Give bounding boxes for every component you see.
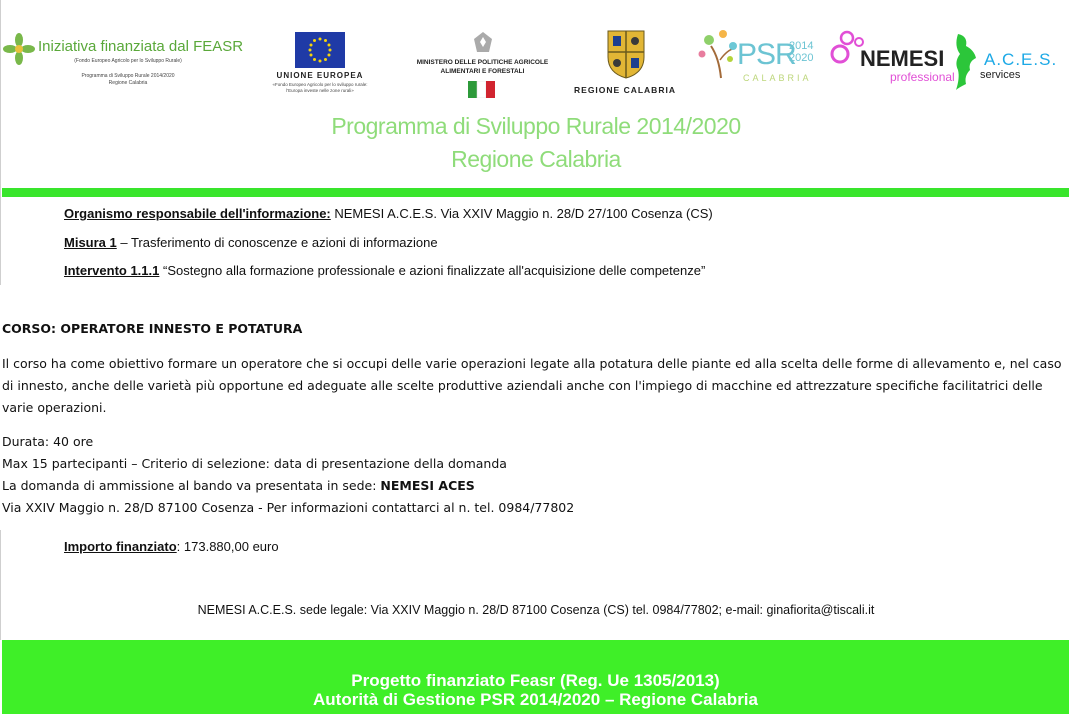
calabria-map-icon xyxy=(952,32,982,92)
info-organismo xyxy=(64,206,713,221)
band-line2: Autorità di Gestione PSR 2014/2020 – Regione Calabria xyxy=(313,690,758,709)
misura-value: – Trasferimento di conoscenze e azioni di informazione xyxy=(116,235,438,250)
regione-name: REGIONE CALABRIA xyxy=(574,85,676,95)
legal-footer: NEMESI A.C.E.S. sede legale: Via XXIV Maggio n. 28/D 87100 Cosenza (CS) tel. 0984/77802; e-mail: ginafiorita@tiscali.it xyxy=(197,603,875,617)
psr-tree-icon xyxy=(697,28,739,80)
info-misura xyxy=(64,235,438,250)
funding xyxy=(64,539,279,554)
psr-logo xyxy=(697,28,822,90)
feasr-logo xyxy=(2,30,244,90)
feasr-sub1: (Fondo Europeo Agricolo per lo Sviluppo Rurale) xyxy=(74,58,182,64)
eu-motto1: «Fondo Europeo Agricolo per lo sviluppo rurale: xyxy=(272,82,368,87)
funding-label: Importo finanziato xyxy=(64,539,177,554)
course-description: Il corso ha come obiettivo formare un operatore che si occupi delle varie operazioni legate alla potatura delle piante ed alla scelta delle forme di allevamento e, nel caso di innesto, anche delle varietà più opportune ed adeguate alle scelte produttive aziendali anche con l'impiego di macchine ed attrezzature specifiche facilitatrici delle varie operazioni. xyxy=(2,356,1062,415)
nemesi-professional: professional xyxy=(890,70,955,84)
course-title: CORSO: OPERATORE INNESTO E POTATURA xyxy=(2,321,303,336)
intervento-label: Intervento 1.1.1 xyxy=(64,263,160,278)
regione-calabria-logo xyxy=(565,25,685,100)
feasr-title: Iniziativa finanziata dal FEASR xyxy=(38,38,244,55)
psr-text: PSR xyxy=(737,38,796,71)
aces-name: A.C.E.S. xyxy=(984,50,1058,69)
green-divider xyxy=(2,188,1069,197)
left-border-bottom xyxy=(0,530,1,640)
eu-motto2: l'Europa investe nelle zone rurali» xyxy=(286,88,354,93)
psr-region: CALABRIA xyxy=(743,73,812,83)
nemesi-logo xyxy=(830,30,1070,92)
calabria-crest-icon xyxy=(605,27,647,79)
course-duration: Durata: 40 ore xyxy=(2,434,94,449)
ministry-line2: ALIMENTARI E FORESTALI xyxy=(440,68,525,75)
italy-emblem-icon xyxy=(472,30,494,56)
course-application xyxy=(2,475,475,497)
left-border-top xyxy=(0,0,1,285)
feasr-sub2: Programma di Sviluppo Rurale 2014/2020 xyxy=(81,73,175,79)
nemesi-name: NEMESI xyxy=(860,46,945,71)
course-address: Via XXIV Maggio n. 28/D 87100 Cosenza - Per informazioni contattarci al n. tel. 0984/77802 xyxy=(2,500,575,515)
program-title: Programma di Sviluppo Rurale 2014/2020 xyxy=(331,113,741,139)
eu-name: UNIONE EUROPEA xyxy=(276,71,364,80)
ministry-logo xyxy=(395,30,570,100)
band-line1: Progetto finanziato Feasr (Reg. Ue 1305/2013) xyxy=(351,671,720,690)
feasr-sub3: Regione Calabria xyxy=(108,80,148,86)
funding-value: : 173.880,00 euro xyxy=(176,539,279,554)
eu-logo xyxy=(250,30,390,95)
course-participants: Max 15 partecipanti – Criterio di selezione: data di presentazione della domanda xyxy=(2,456,507,471)
intervento-value: “Sostegno alla formazione professionale e azioni finalizzate all'acquisizione delle competenze” xyxy=(159,263,706,278)
italy-flag-icon xyxy=(468,81,495,98)
ministry-line1: MINISTERO DELLE POLITICHE AGRICOLE xyxy=(416,59,549,66)
psr-year1: 2014 xyxy=(789,40,814,52)
misura-label: Misura 1 xyxy=(64,235,117,250)
org-value: NEMESI A.C.E.S. Via XXIV Maggio n. 28/D 27/100 Cosenza (CS) xyxy=(330,206,713,221)
info-intervento xyxy=(64,263,705,278)
feasr-flower-icon xyxy=(2,32,36,66)
org-label: Organismo responsabile dell'informazione: xyxy=(64,206,331,221)
application-prefix: La domanda di ammissione al bando va presentata in sede: xyxy=(2,478,381,493)
psr-year2: 2020 xyxy=(789,52,814,64)
aces-services: services xyxy=(980,69,1021,81)
application-place: NEMESI ACES xyxy=(380,478,475,493)
program-region: Regione Calabria xyxy=(451,146,621,172)
eu-flag-icon xyxy=(295,32,345,68)
